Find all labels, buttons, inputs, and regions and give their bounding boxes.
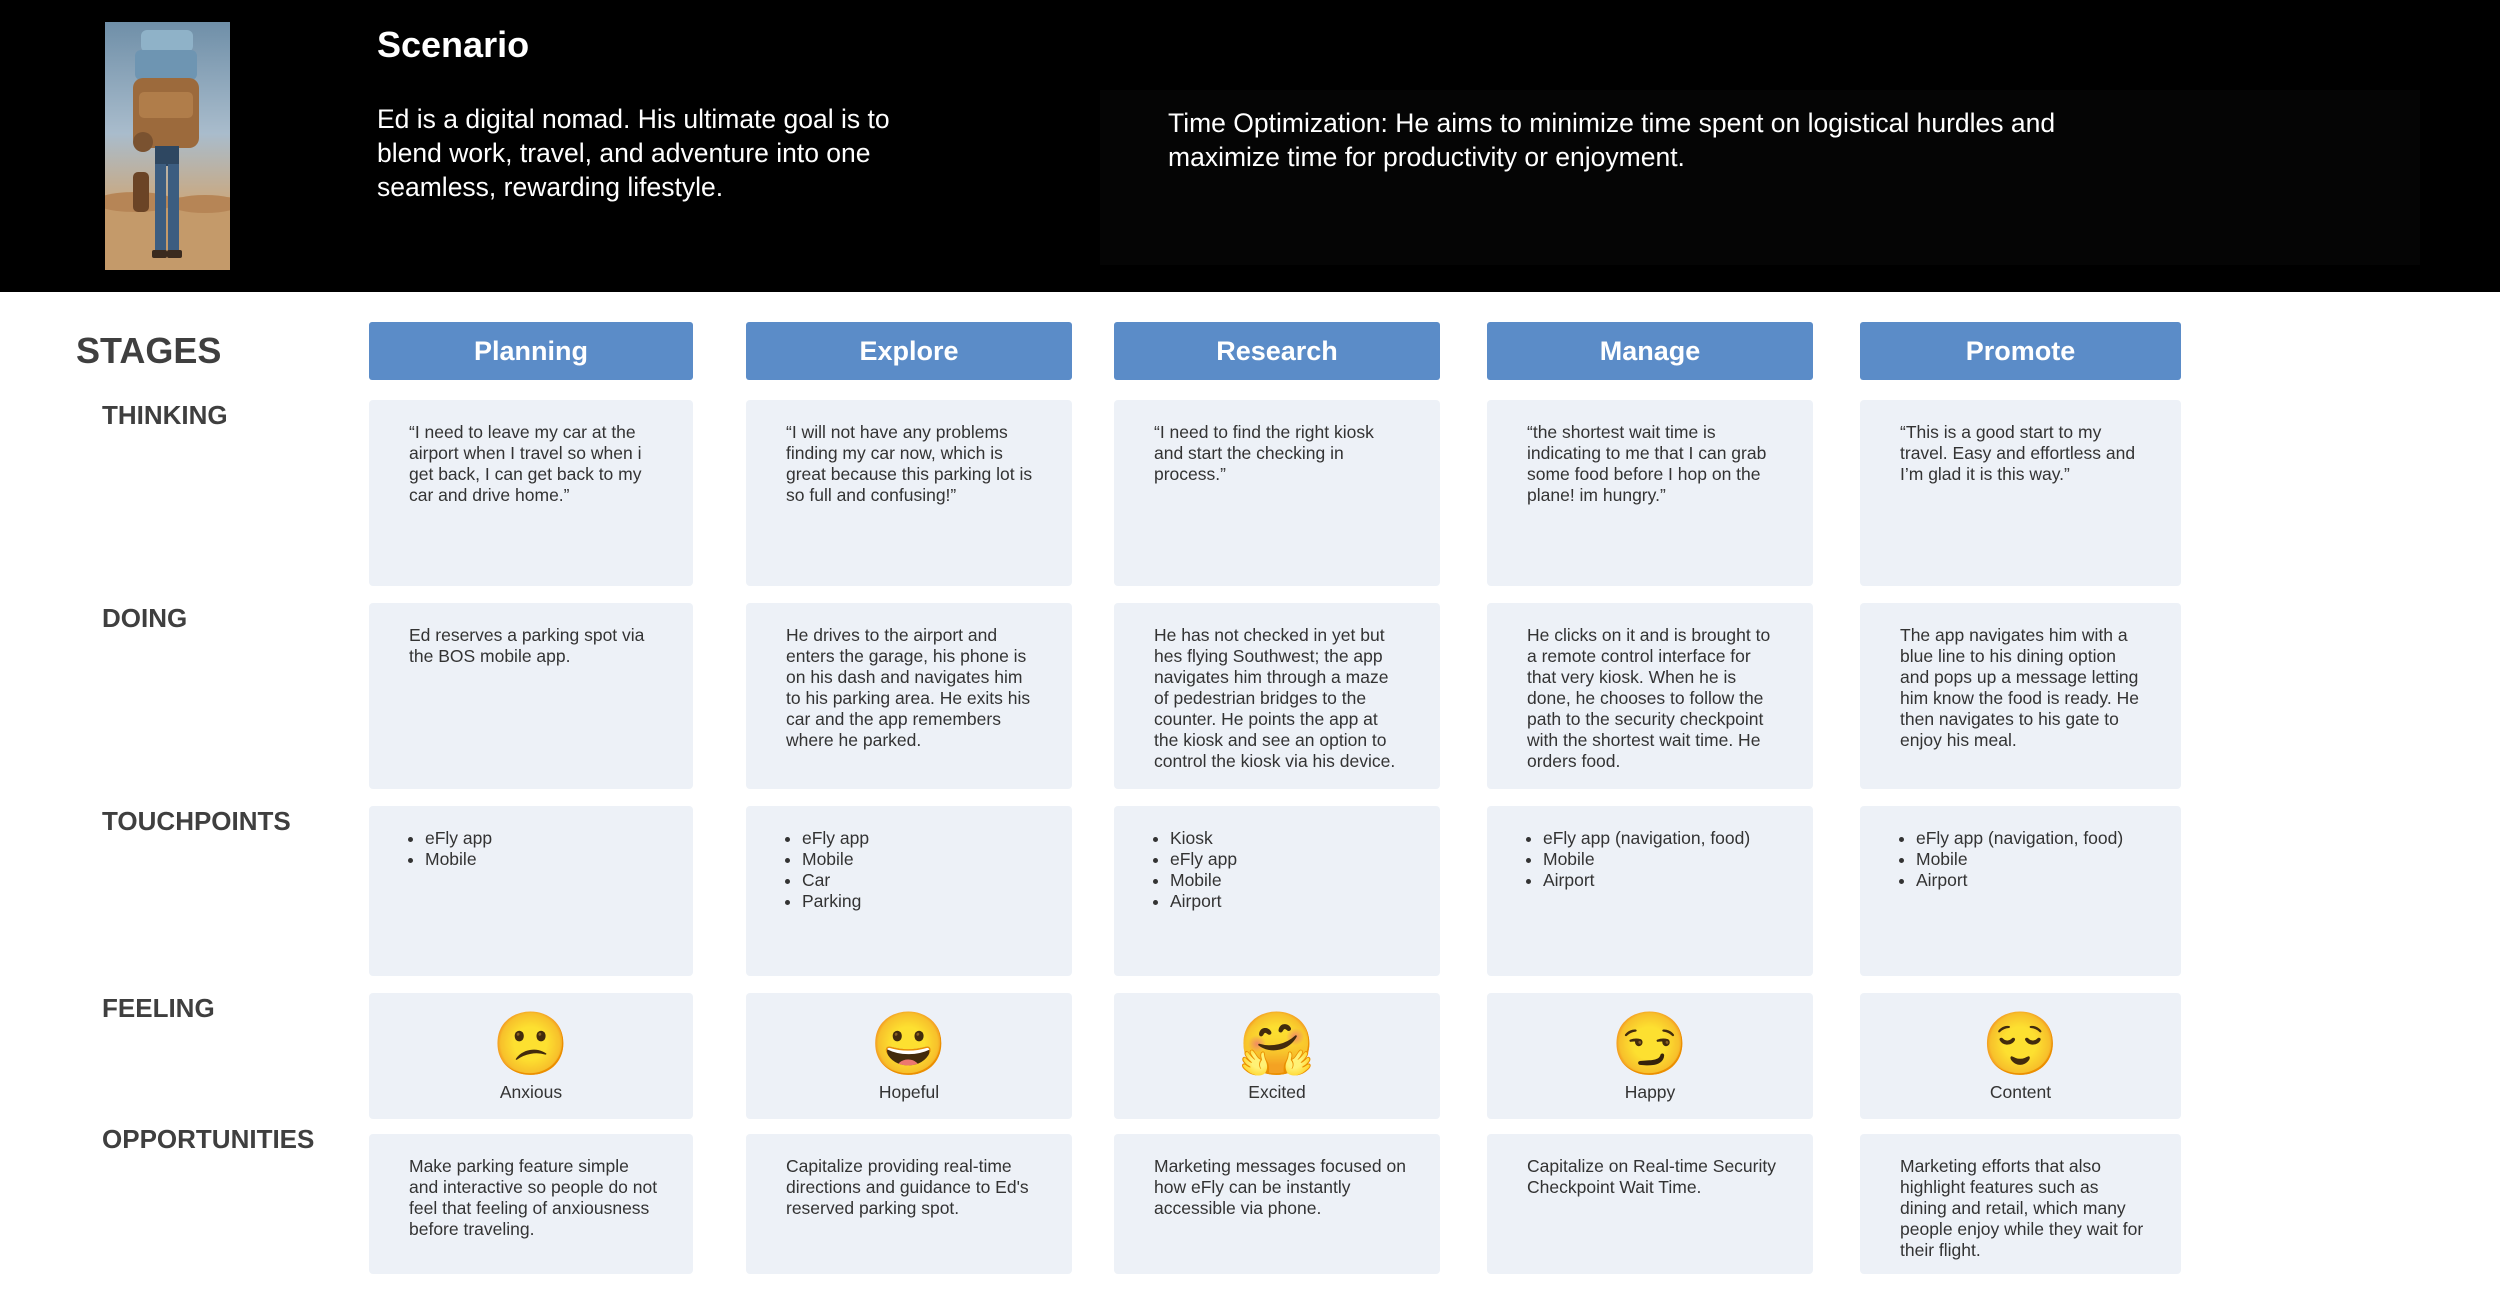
touchpoint-item: • eFly app	[425, 828, 659, 849]
touchpoints-research	[1114, 806, 1440, 976]
feeling-promote	[1860, 993, 2181, 1119]
thinking-planning: “I need to leave my car at the airport when I travel so when i get back, I can get back to my car and drive home.”	[369, 400, 693, 586]
smirking-face-icon: 😏	[1611, 1009, 1689, 1079]
stage-header-research: Research	[1114, 322, 1440, 380]
stage-header-manage: Manage	[1487, 322, 1813, 380]
doing-planning: Ed reserves a parking spot via the BOS mobile app.	[369, 603, 693, 789]
opportunity-research: Marketing messages focused on how eFly can be instantly accessible via phone.	[1114, 1134, 1440, 1274]
touchpoint-item: • Airport	[1916, 870, 2147, 891]
touchpoint-item: • eFly app (navigation, food)	[1916, 828, 2147, 849]
row-label-touchpoints: TOUCHPOINTS	[102, 806, 291, 836]
doing-research: He has not checked in yet but hes flying Southwest; the app navigates him through a maze of pedestrian bridges to the counter. He points the app at the kiosk and see an option to control the kiosk via his device.	[1114, 603, 1440, 789]
feeling-label: Anxious	[499, 1081, 563, 1102]
stage-header-promote: Promote	[1860, 322, 2181, 380]
touchpoint-item: • eFly app	[802, 828, 1038, 849]
opportunity-planning: Make parking feature simple and interactive so people do not feel that feeling of anxiousness before traveling.	[369, 1134, 693, 1274]
thinking-promote: “This is a good start to my travel. Easy and effortless and I’m glad it is this way.”	[1860, 400, 2181, 586]
touchpoint-item: • Mobile	[425, 849, 659, 870]
feeling-label: Happy	[1624, 1081, 1676, 1102]
touchpoint-item: • Mobile	[1543, 849, 1779, 870]
doing-promote: The app navigates him with a blue line to his dining option and pops up a message letting him know the food is ready. He then navigates to his gate to enjoy his meal.	[1860, 603, 2181, 789]
touchpoints-manage	[1487, 806, 1813, 976]
touchpoint-list	[1154, 828, 1406, 912]
touchpoint-list	[786, 828, 1038, 912]
opportunity-manage: Capitalize on Real-time Security Checkpoint Wait Time.	[1487, 1134, 1813, 1274]
traveler-illustration	[105, 22, 230, 270]
touchpoint-item: • Mobile	[1916, 849, 2147, 870]
doing-explore: He drives to the airport and enters the garage, his phone is on his dash and navigates him to his parking area. He exits his car and the app remembers where he parked.	[746, 603, 1072, 789]
hugging-face-icon: 🤗	[1238, 1009, 1316, 1079]
touchpoints-planning	[369, 806, 693, 976]
touchpoint-item: • eFly app (navigation, food)	[1543, 828, 1779, 849]
opportunity-explore: Capitalize providing real-time directions and guidance to Ed's reserved parking spot.	[746, 1134, 1072, 1274]
feeling-label: Hopeful	[878, 1081, 940, 1102]
feeling-research	[1114, 993, 1440, 1119]
stage-header-explore: Explore	[746, 322, 1072, 380]
feeling-label: Excited	[1248, 1081, 1306, 1102]
scenario-header	[0, 0, 2500, 292]
thinking-research: “I need to find the right kiosk and start the checking in process.”	[1114, 400, 1440, 586]
touchpoint-item: • Mobile	[1170, 870, 1406, 891]
thinking-explore: “I will not have any problems finding my car now, which is great because this parking lot is so full and confusing!”	[746, 400, 1072, 586]
grinning-face-icon: 😀	[870, 1009, 948, 1079]
touchpoint-list	[1900, 828, 2147, 891]
row-label-feeling: FEELING	[102, 993, 215, 1023]
row-label-doing: DOING	[102, 603, 188, 633]
touchpoint-item: • Parking	[802, 891, 1038, 912]
touchpoint-item: • Airport	[1170, 891, 1406, 912]
feeling-explore	[746, 993, 1072, 1119]
touchpoint-item: • Airport	[1543, 870, 1779, 891]
doing-manage: He clicks on it and is brought to a remote control interface for that very kiosk. When he is done, he chooses to follow the path to the security checkpoint with the shortest wait time. He orders food.	[1487, 603, 1813, 789]
feeling-label: Content	[1989, 1081, 2052, 1102]
touchpoint-list	[409, 828, 659, 870]
scenario-description: Ed is a digital nomad. His ultimate goal is to blend work, travel, and adventure into one seamless, rewarding lifestyle.	[377, 104, 890, 202]
thinking-manage: “the shortest wait time is indicating to me that I can grab some food before I hop on the plane! im hungry.”	[1487, 400, 1813, 586]
persona-photo	[105, 22, 230, 270]
touchpoint-item: • Car	[802, 870, 1038, 891]
touchpoints-promote	[1860, 806, 2181, 976]
row-label-thinking: THINKING	[102, 400, 228, 430]
touchpoints-explore	[746, 806, 1072, 976]
stage-header-planning: Planning	[369, 322, 693, 380]
scenario-title: Scenario	[377, 24, 530, 65]
stages-title: STAGES	[76, 330, 222, 371]
feeling-planning	[369, 993, 693, 1119]
goal-statement: Time Optimization: He aims to minimize time spent on logistical hurdles and maximize time for productivity or enjoyment.	[1168, 108, 2056, 172]
confused-face-icon: 😕	[492, 1009, 570, 1079]
touchpoint-item: • Kiosk	[1170, 828, 1406, 849]
touchpoint-item: • Mobile	[802, 849, 1038, 870]
touchpoint-list	[1527, 828, 1779, 891]
feeling-manage	[1487, 993, 1813, 1119]
touchpoint-item: • eFly app	[1170, 849, 1406, 870]
relieved-face-icon: 😌	[1981, 1009, 2060, 1079]
opportunity-promote: Marketing efforts that also highlight features such as dining and retail, which many people enjoy while they wait for their flight.	[1860, 1134, 2181, 1274]
row-label-opportunities: OPPORTUNITIES	[102, 1124, 315, 1154]
